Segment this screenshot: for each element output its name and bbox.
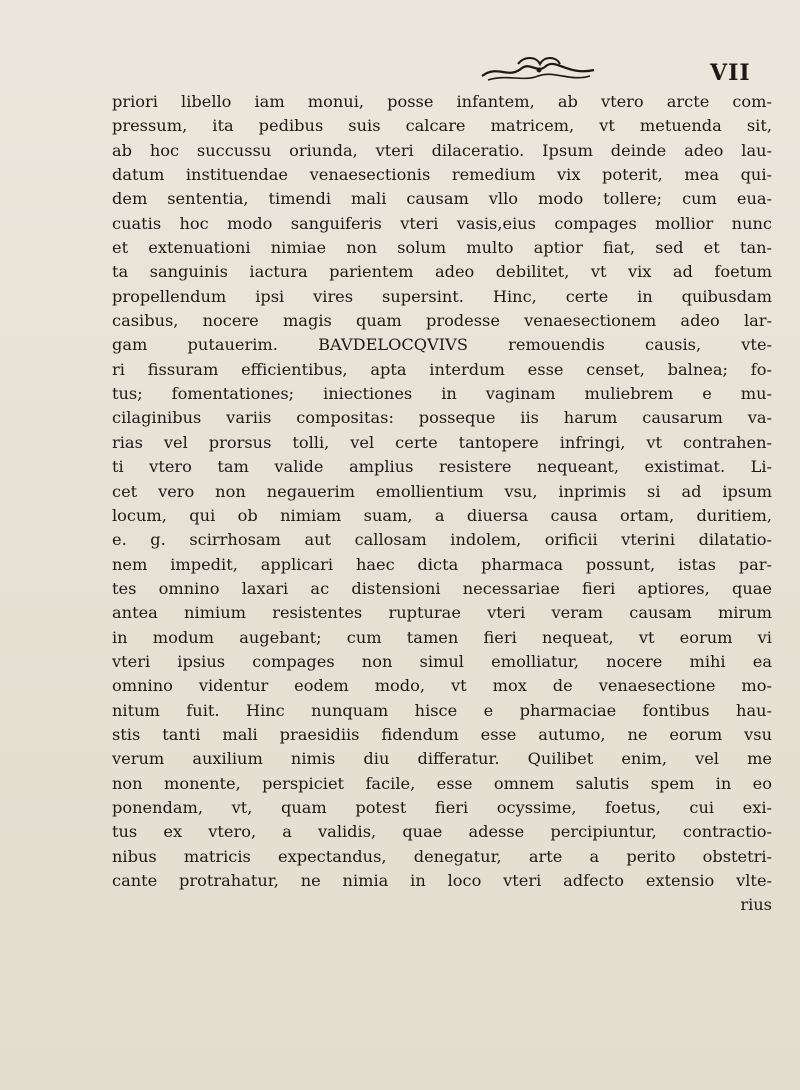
text-line: tes omnino laxari ac distensioni necessariae fieri aptiores, quae [112, 578, 772, 598]
text-line: priori libello iam monui, posse infantem, ab vtero arcte com- [112, 92, 772, 111]
text-line: locum, qui ob nimiam suam, a diuersa causa ortam, duritiem, [112, 505, 772, 525]
text-line: cilaginibus variis compositas: posseque iis harum causarum va- [112, 408, 772, 428]
text-line: dem sententia, timendi mali causam vllo modo tollere; cum eua- [112, 189, 772, 209]
catchword: rius [740, 895, 772, 915]
text-line: omnino videntur eodem modo, vt mox de venaesectione mo- [112, 676, 772, 696]
text-line: datum instituendae venaesectionis remedium vix poterit, mea qui- [112, 165, 772, 185]
text-line: et extenuationi nimiae non solum multo aptior fiat, sed et tan- [112, 238, 772, 258]
page-number: VII [710, 60, 751, 86]
text-line: vteri ipsius compages non simul emolliatur, nocere mihi ea [112, 651, 772, 671]
text-line: nitum fuit. Hinc nunquam hisce e pharmaciae fontibus hau- [112, 700, 772, 720]
text-line: ti vtero tam valide amplius resistere nequeant, existimat. Li- [112, 457, 772, 477]
text-line: cante protrahatur, ne nimia in loco vteri adfecto extensio vlte- [112, 871, 772, 890]
text-line: tus ex vtero, a validis, quae adesse percipiuntur, contractio- [112, 822, 772, 842]
text-line: ta sanguinis iactura parientem adeo debilitet, vt vix ad foetum [112, 262, 772, 282]
text-line: nibus matricis expectandus, denegatur, arte a perito obstetri- [112, 846, 772, 866]
text-line: verum auxilium nimis diu differatur. Quilibet enim, vel me [112, 749, 772, 769]
text-line: ab hoc succussu oriunda, vteri dilaceratio. Ipsum deinde adeo lau- [112, 140, 772, 160]
text-line: rias vel prorsus tolli, vel certe tantopere infringi, vt contrahen- [112, 432, 772, 452]
text-line: ponendam, vt, quam potest fieri ocyssime, foetus, cui exi- [112, 797, 772, 817]
text-line: e. g. scirrhosam aut callosam indolem, orificii vterini dilatatio- [112, 530, 772, 550]
text-line: nem impedit, applicari haec dicta pharmaca possunt, istas par- [112, 554, 772, 574]
body-text [112, 90, 772, 918]
text-line: cuatis hoc modo sanguiferis vteri vasis,eius compages mollior nunc [112, 213, 772, 233]
text-line: ri fissuram efficientibus, apta interdum esse censet, balnea; fo- [112, 359, 772, 379]
text-line: pressum, ita pedibus suis calcare matricem, vt metuenda sit, [112, 116, 772, 136]
text-line: stis tanti mali praesidiis fidendum esse autumo, ne eorum vsu [112, 724, 772, 744]
text-line: gam putauerim. BAVDELOCQVIVS remouendis causis, vte- [112, 335, 772, 355]
printers-ornament-icon [478, 54, 598, 84]
text-line: in modum augebant; cum tamen fieri nequeat, vt eorum vi [112, 627, 772, 647]
text-line: cet vero non negauerim emollientium vsu, inprimis si ad ipsum [112, 481, 772, 501]
text-line: casibus, nocere magis quam prodesse venaesectionem adeo lar- [112, 311, 772, 331]
text-line: propellendum ipsi vires supersint. Hinc, certe in quibusdam [112, 286, 772, 306]
text-line: non monente, perspiciet facile, esse omnem salutis spem in eo [112, 773, 772, 793]
text-line: antea nimium resistentes rupturae vteri veram causam mirum [112, 603, 772, 623]
text-line: tus; fomentationes; iniectiones in vaginam muliebrem e mu- [112, 384, 772, 404]
